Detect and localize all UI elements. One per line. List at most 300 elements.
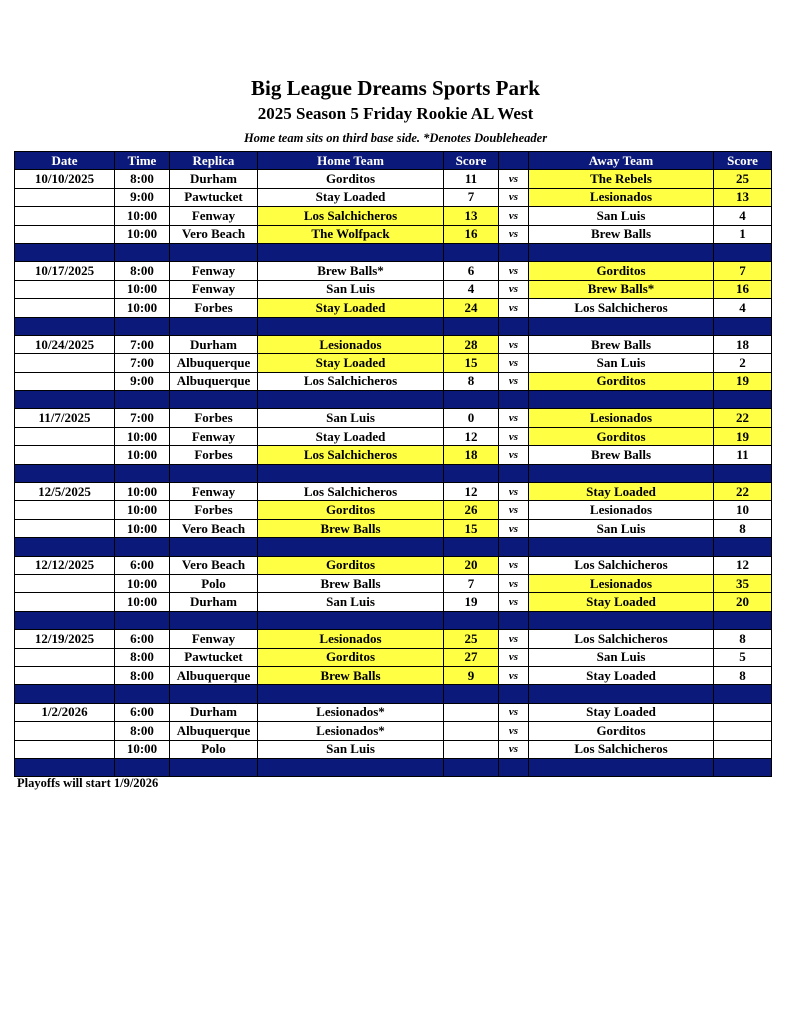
replica-cell: Durham — [170, 335, 258, 353]
away-score-cell: 19 — [714, 427, 772, 445]
week-separator-row — [15, 243, 772, 261]
separator-cell — [444, 685, 499, 703]
replica-cell: Albuquerque — [170, 354, 258, 372]
home-score-cell: 25 — [444, 630, 499, 648]
date-cell — [15, 574, 115, 592]
home-team-cell: Gorditos — [258, 556, 444, 574]
home-team-cell: Stay Loaded — [258, 188, 444, 206]
separator-cell — [499, 464, 529, 482]
home-team-cell: Los Salchicheros — [258, 372, 444, 390]
time-cell: 10:00 — [115, 483, 170, 501]
away-score-cell — [714, 722, 772, 740]
home-score-cell: 26 — [444, 501, 499, 519]
vs-cell: vs — [499, 354, 529, 372]
table-row — [15, 703, 772, 721]
away-score-cell — [714, 740, 772, 758]
away-team-cell: San Luis — [529, 354, 714, 372]
table-row — [15, 593, 772, 611]
away-team-cell: San Luis — [529, 207, 714, 225]
vs-cell: vs — [499, 574, 529, 592]
away-team-cell: Stay Loaded — [529, 483, 714, 501]
table-row — [15, 262, 772, 280]
vs-cell: vs — [499, 427, 529, 445]
time-cell: 10:00 — [115, 519, 170, 537]
time-cell: 10:00 — [115, 207, 170, 225]
separator-cell — [444, 758, 499, 776]
away-team-cell: Los Salchicheros — [529, 630, 714, 648]
time-cell: 10:00 — [115, 593, 170, 611]
replica-cell: Pawtucket — [170, 188, 258, 206]
time-cell: 10:00 — [115, 225, 170, 243]
replica-cell: Durham — [170, 703, 258, 721]
column-header-replica: Replica — [170, 152, 258, 170]
page-title: Big League Dreams Sports Park — [251, 76, 540, 100]
home-team-cell: San Luis — [258, 740, 444, 758]
replica-cell: Vero Beach — [170, 225, 258, 243]
away-team-cell: San Luis — [529, 648, 714, 666]
replica-cell: Durham — [170, 593, 258, 611]
separator-cell — [15, 538, 115, 556]
vs-cell: vs — [499, 630, 529, 648]
date-cell: 12/5/2025 — [15, 483, 115, 501]
separator-cell — [170, 391, 258, 409]
home-score-cell: 15 — [444, 519, 499, 537]
separator-cell — [115, 391, 170, 409]
home-score-cell: 28 — [444, 335, 499, 353]
week-separator-row — [15, 611, 772, 629]
home-score-cell: 12 — [444, 427, 499, 445]
table-row — [15, 280, 772, 298]
separator-cell — [258, 243, 444, 261]
replica-cell: Polo — [170, 740, 258, 758]
separator-cell — [529, 391, 714, 409]
replica-cell: Pawtucket — [170, 648, 258, 666]
separator-cell — [499, 243, 529, 261]
vs-cell: vs — [499, 207, 529, 225]
home-score-cell: 24 — [444, 299, 499, 317]
vs-cell: vs — [499, 446, 529, 464]
time-cell: 10:00 — [115, 501, 170, 519]
column-header-date: Date — [15, 152, 115, 170]
date-cell: 10/24/2025 — [15, 335, 115, 353]
away-score-cell: 12 — [714, 556, 772, 574]
away-team-cell: The Rebels — [529, 170, 714, 188]
away-team-cell: Gorditos — [529, 427, 714, 445]
replica-cell: Forbes — [170, 501, 258, 519]
home-team-cell: Stay Loaded — [258, 299, 444, 317]
home-team-cell: Stay Loaded — [258, 354, 444, 372]
home-score-cell — [444, 740, 499, 758]
playoffs-note: Playoffs will start 1/9/2026 — [17, 776, 159, 790]
schedule-table — [14, 151, 772, 777]
home-score-cell: 19 — [444, 593, 499, 611]
replica-cell: Forbes — [170, 446, 258, 464]
table-row — [15, 427, 772, 445]
away-score-cell: 35 — [714, 574, 772, 592]
home-team-cell: Lesionados — [258, 335, 444, 353]
separator-cell — [15, 611, 115, 629]
table-row — [15, 740, 772, 758]
home-team-cell: Stay Loaded — [258, 427, 444, 445]
home-team-cell: Brew Balls — [258, 666, 444, 684]
away-team-cell: Lesionados — [529, 574, 714, 592]
table-row — [15, 188, 772, 206]
away-team-cell: Lesionados — [529, 501, 714, 519]
replica-cell: Albuquerque — [170, 666, 258, 684]
date-cell: 10/10/2025 — [15, 170, 115, 188]
separator-cell — [170, 685, 258, 703]
schedule-body — [15, 170, 772, 777]
date-cell — [15, 225, 115, 243]
column-header-away-team: Away Team — [529, 152, 714, 170]
separator-cell — [115, 538, 170, 556]
replica-cell: Fenway — [170, 207, 258, 225]
separator-cell — [115, 464, 170, 482]
table-row — [15, 556, 772, 574]
separator-cell — [170, 243, 258, 261]
separator-cell — [170, 758, 258, 776]
away-score-cell: 1 — [714, 225, 772, 243]
replica-cell: Fenway — [170, 427, 258, 445]
date-cell — [15, 427, 115, 445]
table-row — [15, 335, 772, 353]
time-cell: 10:00 — [115, 446, 170, 464]
home-team-cell: Lesionados* — [258, 722, 444, 740]
separator-cell — [714, 758, 772, 776]
separator-cell — [714, 391, 772, 409]
time-cell: 7:00 — [115, 409, 170, 427]
table-row — [15, 409, 772, 427]
table-row — [15, 501, 772, 519]
separator-cell — [258, 538, 444, 556]
separator-cell — [714, 685, 772, 703]
date-cell: 1/2/2026 — [15, 703, 115, 721]
separator-cell — [529, 538, 714, 556]
time-cell: 10:00 — [115, 427, 170, 445]
page-subtitle: 2025 Season 5 Friday Rookie AL West — [257, 104, 534, 123]
vs-cell: vs — [499, 519, 529, 537]
home-score-cell: 13 — [444, 207, 499, 225]
away-team-cell: Gorditos — [529, 262, 714, 280]
date-cell — [15, 593, 115, 611]
separator-cell — [15, 391, 115, 409]
away-score-cell: 4 — [714, 207, 772, 225]
date-cell — [15, 372, 115, 390]
time-cell: 10:00 — [115, 574, 170, 592]
separator-cell — [258, 758, 444, 776]
separator-cell — [529, 317, 714, 335]
table-row — [15, 170, 772, 188]
vs-cell: vs — [499, 170, 529, 188]
separator-cell — [529, 758, 714, 776]
separator-cell — [15, 317, 115, 335]
away-team-cell: San Luis — [529, 519, 714, 537]
time-cell: 9:00 — [115, 372, 170, 390]
date-cell: 10/17/2025 — [15, 262, 115, 280]
date-cell — [15, 666, 115, 684]
separator-cell — [258, 464, 444, 482]
away-score-cell — [714, 703, 772, 721]
home-score-cell: 7 — [444, 574, 499, 592]
vs-cell: vs — [499, 483, 529, 501]
separator-cell — [499, 685, 529, 703]
separator-cell — [170, 538, 258, 556]
away-team-cell: Gorditos — [529, 372, 714, 390]
separator-cell — [170, 611, 258, 629]
date-cell: 12/19/2025 — [15, 630, 115, 648]
away-team-cell: Los Salchicheros — [529, 299, 714, 317]
column-header-home-score: Score — [444, 152, 499, 170]
away-score-cell: 18 — [714, 335, 772, 353]
vs-cell: vs — [499, 299, 529, 317]
separator-cell — [529, 243, 714, 261]
home-team-cell: Brew Balls* — [258, 262, 444, 280]
away-score-cell: 7 — [714, 262, 772, 280]
vs-cell: vs — [499, 593, 529, 611]
date-cell — [15, 740, 115, 758]
vs-cell: vs — [499, 740, 529, 758]
separator-cell — [714, 243, 772, 261]
time-cell: 8:00 — [115, 648, 170, 666]
vs-cell: vs — [499, 262, 529, 280]
week-separator-row — [15, 685, 772, 703]
week-separator-row — [15, 538, 772, 556]
vs-cell: vs — [499, 556, 529, 574]
away-score-cell: 8 — [714, 519, 772, 537]
replica-cell: Albuquerque — [170, 372, 258, 390]
separator-cell — [15, 464, 115, 482]
table-row — [15, 722, 772, 740]
date-cell — [15, 207, 115, 225]
separator-cell — [444, 611, 499, 629]
table-row — [15, 648, 772, 666]
away-team-cell: Los Salchicheros — [529, 740, 714, 758]
table-row — [15, 574, 772, 592]
home-team-cell: Brew Balls — [258, 574, 444, 592]
date-cell — [15, 188, 115, 206]
table-row — [15, 666, 772, 684]
away-team-cell: Brew Balls — [529, 446, 714, 464]
date-cell: 12/12/2025 — [15, 556, 115, 574]
away-team-cell: Lesionados — [529, 188, 714, 206]
away-team-cell: Stay Loaded — [529, 593, 714, 611]
table-row — [15, 299, 772, 317]
vs-cell: vs — [499, 335, 529, 353]
table-row — [15, 519, 772, 537]
away-team-cell: Stay Loaded — [529, 703, 714, 721]
replica-cell: Polo — [170, 574, 258, 592]
separator-cell — [529, 464, 714, 482]
table-row — [15, 354, 772, 372]
date-cell — [15, 648, 115, 666]
away-score-cell: 2 — [714, 354, 772, 372]
home-team-cell: Gorditos — [258, 501, 444, 519]
time-cell: 8:00 — [115, 722, 170, 740]
home-team-cell: Lesionados — [258, 630, 444, 648]
home-team-cell: Los Salchicheros — [258, 483, 444, 501]
replica-cell: Fenway — [170, 630, 258, 648]
vs-cell: vs — [499, 501, 529, 519]
away-team-cell: Lesionados — [529, 409, 714, 427]
home-team-cell: Gorditos — [258, 648, 444, 666]
table-row — [15, 207, 772, 225]
away-score-cell: 5 — [714, 648, 772, 666]
vs-cell: vs — [499, 666, 529, 684]
home-score-cell: 7 — [444, 188, 499, 206]
away-score-cell: 10 — [714, 501, 772, 519]
time-cell: 9:00 — [115, 188, 170, 206]
home-score-cell: 20 — [444, 556, 499, 574]
away-score-cell: 8 — [714, 666, 772, 684]
separator-cell — [499, 611, 529, 629]
home-team-cell: Los Salchicheros — [258, 446, 444, 464]
column-header-away-score: Score — [714, 152, 772, 170]
home-team-cell: Lesionados* — [258, 703, 444, 721]
time-cell: 7:00 — [115, 354, 170, 372]
vs-cell: vs — [499, 280, 529, 298]
separator-cell — [15, 243, 115, 261]
separator-cell — [115, 685, 170, 703]
schedule-note: Home team sits on third base side. *Denotes Doubleheader — [243, 131, 548, 145]
table-row — [15, 446, 772, 464]
away-score-cell: 22 — [714, 483, 772, 501]
home-score-cell: 9 — [444, 666, 499, 684]
away-score-cell: 11 — [714, 446, 772, 464]
week-separator-row — [15, 317, 772, 335]
away-score-cell: 19 — [714, 372, 772, 390]
home-score-cell: 11 — [444, 170, 499, 188]
date-cell — [15, 299, 115, 317]
separator-cell — [529, 685, 714, 703]
replica-cell: Forbes — [170, 299, 258, 317]
column-header-vs — [499, 152, 529, 170]
vs-cell: vs — [499, 188, 529, 206]
home-score-cell: 8 — [444, 372, 499, 390]
table-row — [15, 372, 772, 390]
away-score-cell: 16 — [714, 280, 772, 298]
vs-cell: vs — [499, 225, 529, 243]
separator-cell — [444, 464, 499, 482]
time-cell: 10:00 — [115, 280, 170, 298]
separator-cell — [499, 758, 529, 776]
away-team-cell: Brew Balls* — [529, 280, 714, 298]
replica-cell: Albuquerque — [170, 722, 258, 740]
separator-cell — [115, 611, 170, 629]
away-team-cell: Los Salchicheros — [529, 556, 714, 574]
away-score-cell: 8 — [714, 630, 772, 648]
date-cell — [15, 722, 115, 740]
time-cell: 10:00 — [115, 299, 170, 317]
home-score-cell: 0 — [444, 409, 499, 427]
separator-cell — [15, 758, 115, 776]
home-score-cell: 6 — [444, 262, 499, 280]
separator-cell — [170, 317, 258, 335]
separator-cell — [115, 758, 170, 776]
separator-cell — [115, 317, 170, 335]
column-header-home-team: Home Team — [258, 152, 444, 170]
separator-cell — [529, 611, 714, 629]
separator-cell — [499, 317, 529, 335]
home-score-cell: 18 — [444, 446, 499, 464]
away-score-cell: 22 — [714, 409, 772, 427]
home-team-cell: Brew Balls — [258, 519, 444, 537]
table-row — [15, 225, 772, 243]
home-score-cell: 15 — [444, 354, 499, 372]
home-score-cell: 4 — [444, 280, 499, 298]
time-cell: 8:00 — [115, 262, 170, 280]
home-team-cell: Los Salchicheros — [258, 207, 444, 225]
time-cell: 8:00 — [115, 170, 170, 188]
separator-cell — [15, 685, 115, 703]
table-row — [15, 630, 772, 648]
week-separator-row — [15, 758, 772, 776]
separator-cell — [714, 538, 772, 556]
date-cell — [15, 446, 115, 464]
home-score-cell — [444, 722, 499, 740]
replica-cell: Forbes — [170, 409, 258, 427]
away-team-cell: Brew Balls — [529, 225, 714, 243]
away-score-cell: 20 — [714, 593, 772, 611]
time-cell: 7:00 — [115, 335, 170, 353]
away-score-cell: 25 — [714, 170, 772, 188]
away-score-cell: 13 — [714, 188, 772, 206]
replica-cell: Durham — [170, 170, 258, 188]
away-team-cell: Gorditos — [529, 722, 714, 740]
date-cell — [15, 354, 115, 372]
home-score-cell: 16 — [444, 225, 499, 243]
separator-cell — [258, 317, 444, 335]
vs-cell: vs — [499, 722, 529, 740]
separator-cell — [714, 611, 772, 629]
time-cell: 6:00 — [115, 556, 170, 574]
column-header-time: Time — [115, 152, 170, 170]
separator-cell — [499, 538, 529, 556]
date-cell: 11/7/2025 — [15, 409, 115, 427]
separator-cell — [499, 391, 529, 409]
separator-cell — [444, 391, 499, 409]
home-team-cell: The Wolfpack — [258, 225, 444, 243]
separator-cell — [714, 464, 772, 482]
separator-cell — [444, 317, 499, 335]
separator-cell — [170, 464, 258, 482]
separator-cell — [258, 685, 444, 703]
home-team-cell: San Luis — [258, 280, 444, 298]
separator-cell — [444, 243, 499, 261]
home-team-cell: San Luis — [258, 593, 444, 611]
vs-cell: vs — [499, 409, 529, 427]
separator-cell — [258, 611, 444, 629]
away-score-cell: 4 — [714, 299, 772, 317]
vs-cell: vs — [499, 703, 529, 721]
separator-cell — [115, 243, 170, 261]
time-cell: 10:00 — [115, 740, 170, 758]
replica-cell: Fenway — [170, 483, 258, 501]
away-team-cell: Brew Balls — [529, 335, 714, 353]
separator-cell — [444, 538, 499, 556]
time-cell: 8:00 — [115, 666, 170, 684]
date-cell — [15, 519, 115, 537]
home-team-cell: San Luis — [258, 409, 444, 427]
date-cell — [15, 280, 115, 298]
home-team-cell: Gorditos — [258, 170, 444, 188]
replica-cell: Fenway — [170, 262, 258, 280]
week-separator-row — [15, 464, 772, 482]
week-separator-row — [15, 391, 772, 409]
away-team-cell: Stay Loaded — [529, 666, 714, 684]
home-score-cell — [444, 703, 499, 721]
time-cell: 6:00 — [115, 703, 170, 721]
home-score-cell: 27 — [444, 648, 499, 666]
